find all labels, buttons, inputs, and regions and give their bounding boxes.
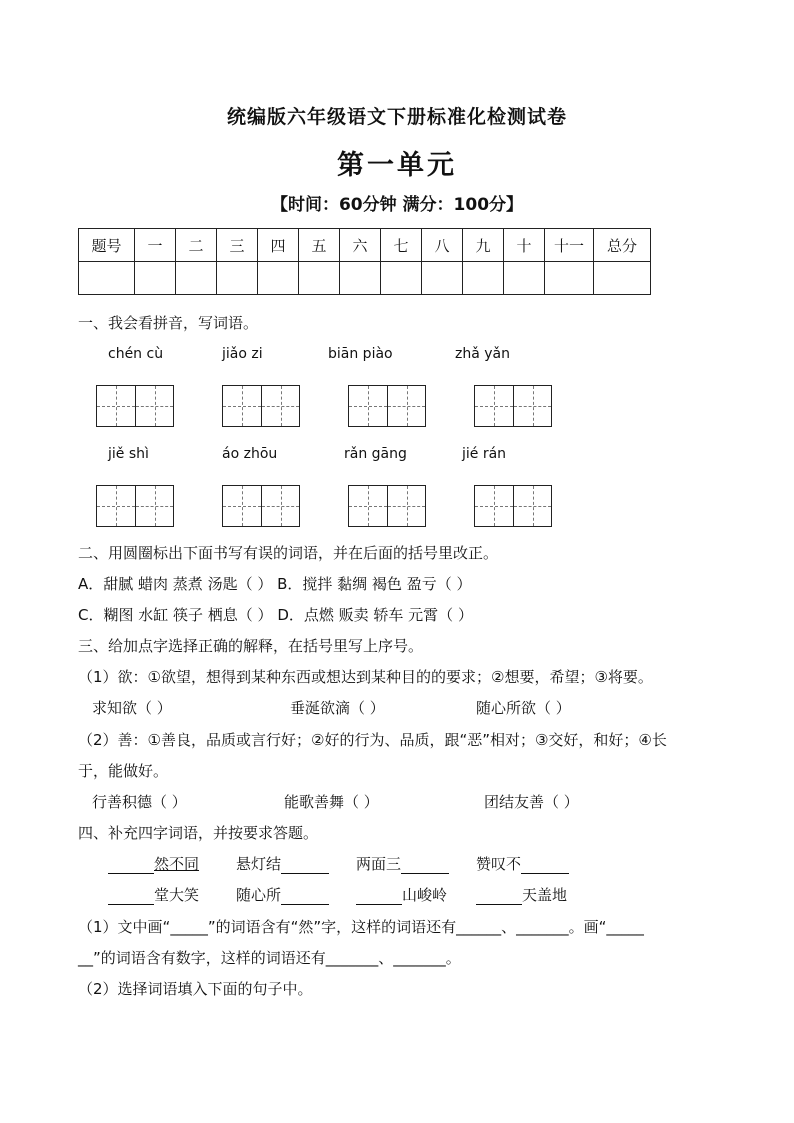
idiom-fill[interactable] [236, 853, 329, 874]
section3-q2-line2: 于，能做好。 [78, 762, 169, 780]
score-cell[interactable] [299, 262, 340, 295]
section3-q1-item: 垂涎欲滴（ ） [290, 699, 385, 717]
idiom-text: 堂大笑 [154, 886, 200, 904]
answer-blank[interactable] [356, 888, 402, 905]
tianzige-box[interactable] [348, 485, 426, 527]
tianzige-box[interactable] [474, 485, 552, 527]
tianzige-box[interactable] [96, 385, 174, 427]
section4-q1-line2: __”的词语含有数字，这样的词语还有_______、_______。 [78, 949, 461, 967]
section3-q2-item: 团结友善（ ） [484, 793, 579, 811]
tianzige-box[interactable] [474, 385, 552, 427]
answer-blank[interactable] [401, 857, 449, 874]
score-cell[interactable] [422, 262, 463, 295]
score-header-cell: 六 [340, 229, 381, 262]
idiom-text: 随心所 [236, 886, 282, 904]
score-table [78, 228, 651, 295]
answer-blank[interactable] [476, 888, 522, 905]
idiom-text: 然不同 [154, 855, 200, 873]
idiom-fill[interactable] [356, 853, 449, 874]
score-header-cell: 总分 [594, 229, 651, 262]
idiom-text: 山峻岭 [402, 886, 448, 904]
score-cell[interactable] [340, 262, 381, 295]
pinyin-label: áo zhōu [222, 446, 278, 462]
score-cell[interactable] [217, 262, 258, 295]
idiom-text: 悬灯结 [236, 855, 282, 873]
section2-option-ab: A．甜腻 蜡肉 蒸煮 汤匙（ ） B．搅拌 黏绸 褐色 盈亏（ ） [78, 575, 472, 593]
score-header-cell: 题号 [79, 229, 135, 262]
score-header-cell: 九 [463, 229, 504, 262]
pinyin-label: chén cù [108, 346, 164, 362]
section4-heading: 四、补充四字词语，并按要求答题。 [78, 824, 319, 842]
score-table-header-row [79, 229, 651, 262]
score-cell[interactable] [504, 262, 545, 295]
section4-q2: （2）选择词语填入下面的句子中。 [78, 980, 313, 998]
score-table-entry-row [79, 262, 651, 295]
score-cell[interactable] [135, 262, 176, 295]
score-header-cell: 四 [258, 229, 299, 262]
answer-blank[interactable] [108, 888, 154, 905]
exam-title: 统编版六年级语文下册标准化检测试卷 [226, 106, 567, 128]
tianzige-box[interactable] [222, 485, 300, 527]
time-info: 【时间：60分钟 满分：100分】 [270, 195, 524, 215]
idiom-fill[interactable] [356, 884, 447, 905]
section2-option-cd: C．糊图 水缸 筷子 栖息（ ） D．点燃 贩卖 轿车 元霄（ ） [78, 606, 473, 624]
pinyin-label: jié rán [462, 446, 507, 462]
idiom-text: 赞叹不 [476, 855, 522, 873]
unit-title: 第一单元 [337, 150, 457, 181]
score-cell[interactable] [381, 262, 422, 295]
tianzige-box[interactable] [96, 485, 174, 527]
idiom-text: 两面三 [356, 855, 402, 873]
section3-q2-line1: （2）善：①善良，品质或言行好；②好的行为、品质，跟“恶”相对；③交好，和好；④长 [78, 731, 667, 749]
answer-blank[interactable] [108, 857, 154, 874]
idiom-fill[interactable] [108, 853, 199, 874]
section1-heading: 一、我会看拼音，写词语。 [78, 314, 259, 332]
idiom-fill[interactable] [108, 884, 199, 905]
idiom-text: 天盖地 [522, 886, 568, 904]
idiom-fill[interactable] [476, 853, 569, 874]
section3-q2-item: 行善积德（ ） [92, 793, 187, 811]
idiom-fill[interactable] [236, 884, 329, 905]
score-cell[interactable] [79, 262, 135, 295]
section4-q1-line1: （1）文中画“_____”的词语含有“然”字，这样的词语还有______、_______。画“_____ [78, 918, 644, 936]
answer-blank[interactable] [521, 857, 569, 874]
score-cell[interactable] [594, 262, 651, 295]
score-header-cell: 一 [135, 229, 176, 262]
answer-blank[interactable] [281, 888, 329, 905]
tianzige-box[interactable] [348, 385, 426, 427]
score-header-cell: 十 [504, 229, 545, 262]
score-cell[interactable] [545, 262, 594, 295]
score-header-cell: 八 [422, 229, 463, 262]
pinyin-label: biān piào [328, 346, 393, 362]
section3-q1-item: 随心所欲（ ） [476, 699, 571, 717]
score-cell[interactable] [258, 262, 299, 295]
pinyin-label: rǎn gāng [344, 446, 407, 462]
score-header-cell: 十一 [545, 229, 594, 262]
pinyin-label: jiě shì [108, 446, 149, 462]
score-header-cell: 二 [176, 229, 217, 262]
score-cell[interactable] [463, 262, 504, 295]
section3-q2-item: 能歌善舞（ ） [284, 793, 379, 811]
idiom-fill[interactable] [476, 884, 567, 905]
section3-heading: 三、给加点字选择正确的解释，在括号里写上序号。 [78, 637, 424, 655]
tianzige-box[interactable] [222, 385, 300, 427]
section2-heading: 二、用圆圈标出下面书写有误的词语，并在后面的括号里改正。 [78, 544, 499, 562]
section3-q1-item: 求知欲（ ） [92, 699, 172, 717]
pinyin-label: jiǎo zi [222, 346, 263, 362]
score-header-cell: 三 [217, 229, 258, 262]
score-header-cell: 五 [299, 229, 340, 262]
answer-blank[interactable] [281, 857, 329, 874]
score-header-cell: 七 [381, 229, 422, 262]
section3-q1: （1）欲：①欲望，想得到某种东西或想达到某种目的的要求；②想要，希望；③将要。 [78, 668, 653, 686]
pinyin-label: zhǎ yǎn [455, 346, 510, 362]
score-cell[interactable] [176, 262, 217, 295]
